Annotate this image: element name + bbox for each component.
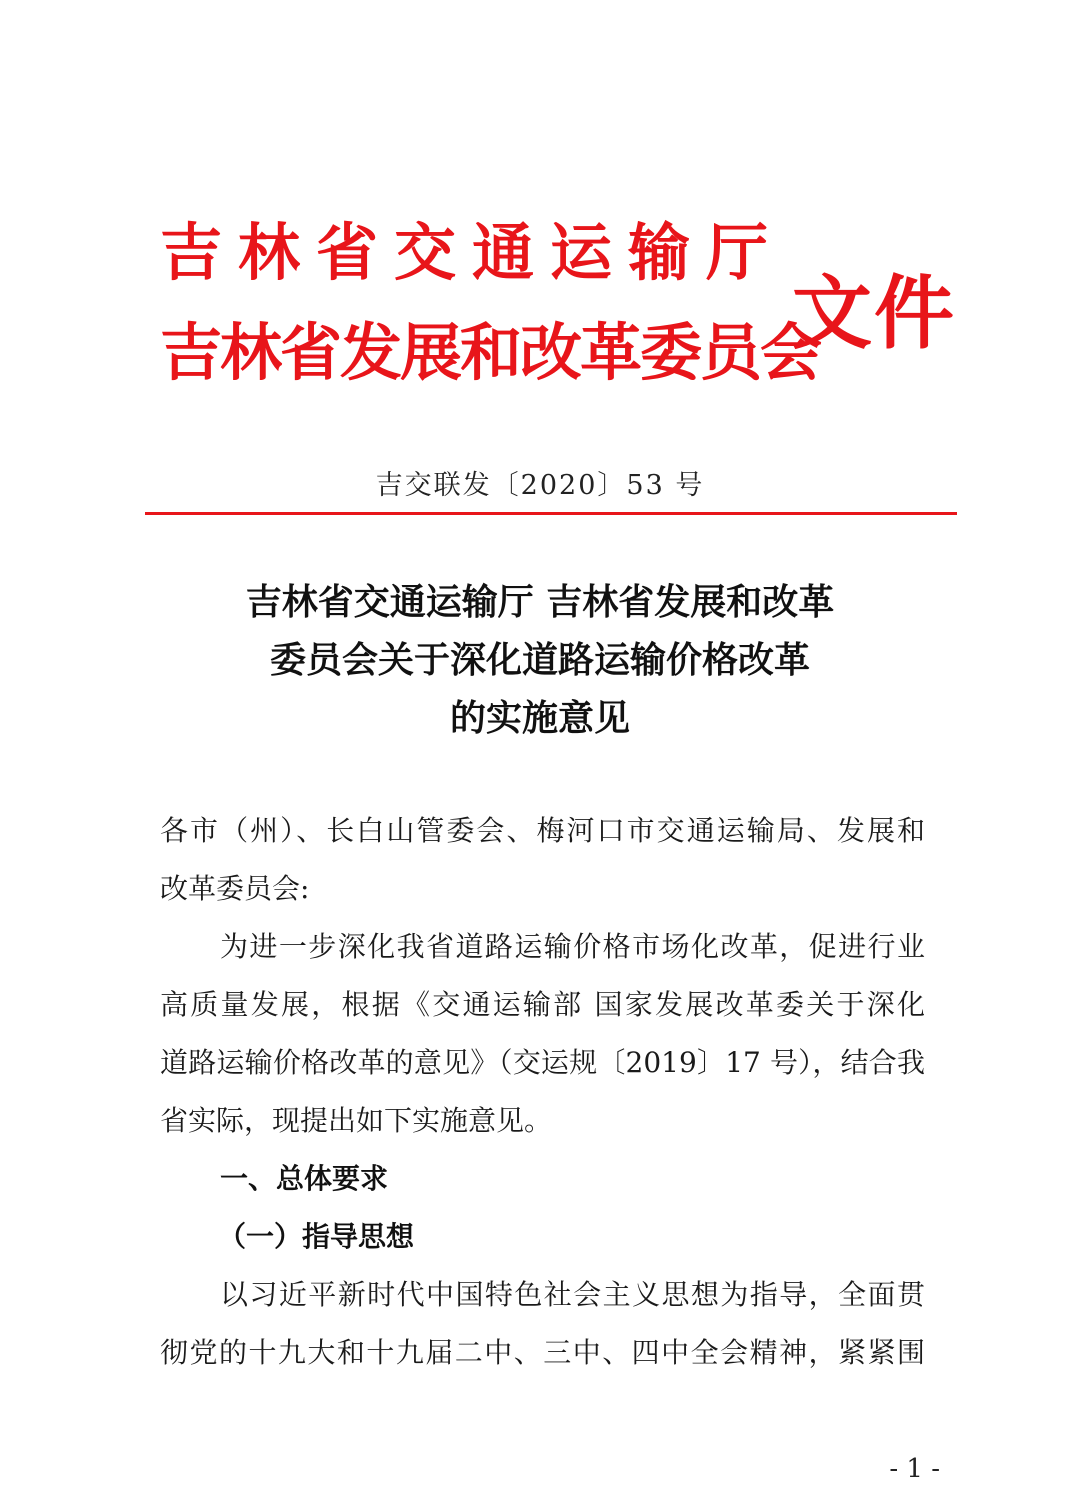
document-title	[0, 574, 1080, 748]
paragraph-intro	[160, 918, 925, 1150]
masthead	[160, 208, 960, 408]
title-line: 吉林省交通运输厅 吉林省发展和改革	[245, 582, 835, 623]
paragraph-line: 彻党的十九大和十九届二中、三中、四中全会精神，紧紧围	[160, 1336, 925, 1369]
issuer-name-2: 吉林省发展和改革委员会	[160, 316, 821, 389]
title-line: 的实施意见	[449, 698, 630, 739]
paragraph-line: 为进一步深化我省道路运输价格市场化改革，促进行业	[220, 930, 925, 963]
issuer-name-1: 吉林省交通运输厅	[160, 216, 785, 289]
section-heading: 一、总体要求	[220, 1162, 389, 1195]
paragraph-line: 省实际，现提出如下实施意见。	[160, 1104, 553, 1137]
title-line: 委员会关于深化道路运输价格改革	[269, 640, 810, 681]
document-type-label: 文件	[792, 266, 956, 360]
red-divider-line	[145, 512, 957, 515]
recipients-line: 改革委员会:	[160, 872, 310, 905]
recipients-line: 各市（州）、长白山管委会、梅河口市交通运输局、发展和	[160, 814, 925, 847]
paragraph-guiding-ideology	[160, 1266, 925, 1382]
paragraph-line: 以习近平新时代中国特色社会主义思想为指导，全面贯	[220, 1278, 925, 1311]
recipients	[160, 802, 925, 918]
paragraph-line: 道路运输价格改革的意见》（交运规〔2019〕17 号），结合我	[160, 1046, 925, 1079]
paragraph-line: 高质量发展，根据《交通运输部 国家发展改革委关于深化	[160, 988, 925, 1021]
document-number: 吉交联发〔2020〕53 号	[375, 470, 705, 501]
page-number: - 1 -	[889, 1454, 940, 1484]
subsection-heading: （一）指导思想	[218, 1220, 415, 1253]
